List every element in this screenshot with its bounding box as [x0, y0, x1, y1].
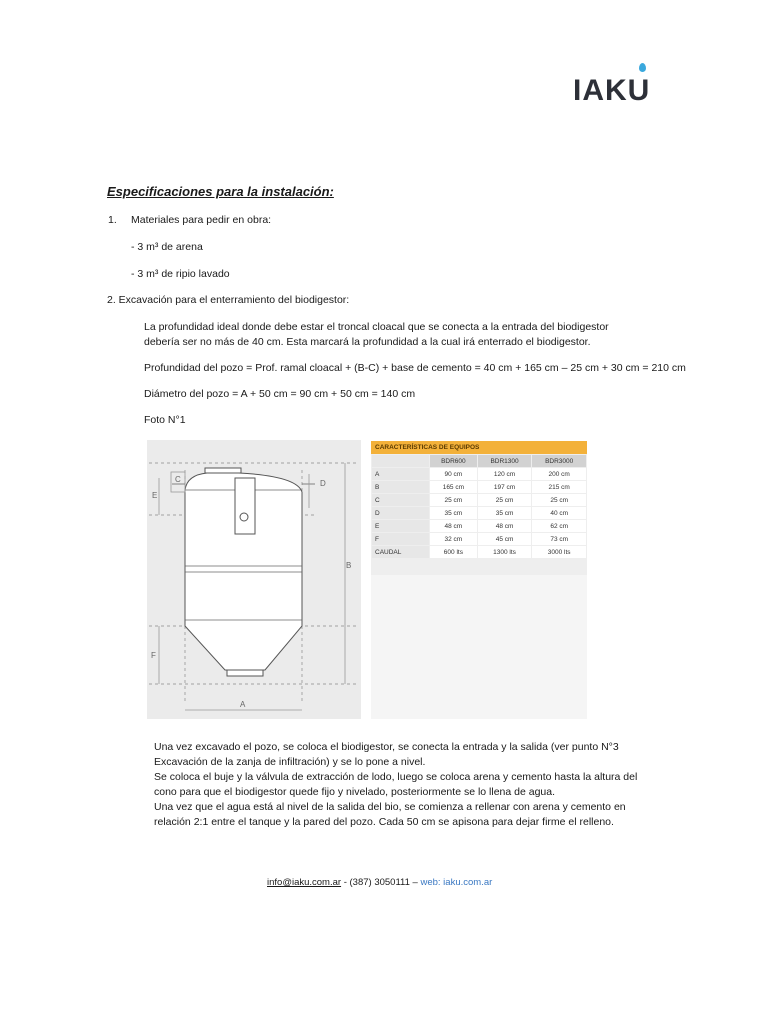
- spec-cell: 25 cm: [430, 494, 477, 506]
- diameter-formula: Diámetro del pozo = A + 50 cm = 90 cm + 50 cm = 140 cm: [144, 388, 416, 400]
- spec-column-header: BDR3000: [532, 455, 586, 467]
- spec-cell: 3000 lts: [532, 546, 586, 558]
- spec-row-label: F: [372, 533, 429, 545]
- spec-row-label: B: [372, 481, 429, 493]
- footer-web-link[interactable]: web: iaku.com.ar: [420, 877, 493, 888]
- closing-line-3: Se coloca el buje y la válvula de extracción de lodo, luego se coloca arena y cemento hasta la altura del: [154, 771, 638, 783]
- spec-cell: 48 cm: [430, 520, 477, 532]
- spec-cell: 32 cm: [430, 533, 477, 545]
- spec-cell: 165 cm: [430, 481, 477, 493]
- material-item-gravel: - 3 m³ de ripio lavado: [131, 268, 230, 280]
- footer-phone: - (387) 3050111 –: [341, 877, 421, 888]
- spec-table-header-row: [372, 455, 586, 467]
- section2-title: 2. Excavación para el enterramiento del biodigestor:: [107, 294, 350, 306]
- spec-table-grid: [371, 454, 587, 559]
- spec-header-corner: [372, 455, 429, 467]
- spec-cell: 197 cm: [478, 481, 532, 493]
- spec-row-label: D: [372, 507, 429, 519]
- photo-label: Foto N°1: [144, 414, 186, 426]
- biodigestor-drawing: [147, 440, 361, 719]
- spec-cell: 200 cm: [532, 468, 586, 480]
- spec-table-row: [372, 533, 586, 545]
- water-drop-icon: [639, 63, 646, 72]
- footer-contact: [267, 877, 492, 888]
- closing-line-5: Una vez que el agua está al nivel de la salida del bio, se comienza a rellenar con arena y cemento en: [154, 801, 626, 813]
- spec-cell: 45 cm: [478, 533, 532, 545]
- spec-cell: 90 cm: [430, 468, 477, 480]
- depth-paragraph: [144, 320, 609, 350]
- closing-line-6: relación 2:1 entre el tanque y la pared del pozo. Cada 50 cm se apisona para dejar firme el relleno.: [154, 816, 614, 828]
- biodigestor-drawing-svg: [147, 440, 361, 719]
- spec-column-header: BDR1300: [478, 455, 532, 467]
- spec-table-row: [372, 546, 586, 558]
- brand-logo-text: IAKU: [573, 74, 651, 107]
- spec-cell: 25 cm: [532, 494, 586, 506]
- brand-logo: [573, 74, 650, 108]
- spec-cell: 73 cm: [532, 533, 586, 545]
- inlet-valve-icon: [240, 513, 248, 521]
- spec-cell: 62 cm: [532, 520, 586, 532]
- spec-cell: 35 cm: [430, 507, 477, 519]
- dim-label-e: E: [152, 491, 158, 500]
- spec-row-label: A: [372, 468, 429, 480]
- dim-label-a: A: [240, 700, 246, 709]
- spec-table-row: [372, 468, 586, 480]
- material-item-sand: - 3 m³ de arena: [131, 241, 203, 253]
- spec-cell: 1300 lts: [478, 546, 532, 558]
- spec-table-row: [372, 481, 586, 493]
- spec-row-label: CAUDAL: [372, 546, 429, 558]
- spec-table-background: [371, 575, 587, 719]
- closing-line-2: Excavación de la zanja de infiltración) y se lo pone a nivel.: [154, 756, 426, 768]
- tank-inlet-pipe: [235, 478, 255, 534]
- dim-label-d: D: [320, 479, 326, 488]
- dim-label-b: B: [346, 561, 352, 570]
- spec-table: [371, 441, 587, 575]
- dim-label-f: F: [151, 651, 156, 660]
- depth-paragraph-line2: debería ser no más de 40 cm. Esta marcará la profundidad a la cual irá enterrado el biodigestor.: [144, 336, 591, 348]
- spec-cell: 40 cm: [532, 507, 586, 519]
- spec-cell: 48 cm: [478, 520, 532, 532]
- section1-title: Materiales para pedir en obra:: [131, 214, 272, 226]
- tank-outlet: [227, 670, 263, 676]
- spec-column-header: BDR600: [430, 455, 477, 467]
- spec-cell: 120 cm: [478, 468, 532, 480]
- page-heading: Especificaciones para la instalación:: [107, 184, 334, 199]
- spec-row-label: C: [372, 494, 429, 506]
- spec-table-row: [372, 520, 586, 532]
- spec-row-label: E: [372, 520, 429, 532]
- closing-line-4: cono para que el biodigestor quede fijo y nivelado, posteriormente se lo llena de agua.: [154, 786, 556, 798]
- dim-label-c: C: [175, 475, 181, 484]
- depth-formula: Profundidad del pozo = Prof. ramal cloacal + (B-C) + base de cemento = 40 cm + 165 cm – 25 cm + 30 cm = 210 cm: [144, 362, 686, 374]
- spec-cell: 600 lts: [430, 546, 477, 558]
- spec-cell: 35 cm: [478, 507, 532, 519]
- spec-table-row: [372, 507, 586, 519]
- spec-table-title: CARACTERÍSTICAS DE EQUIPOS: [371, 441, 587, 454]
- spec-cell: 215 cm: [532, 481, 586, 493]
- spec-cell: 25 cm: [478, 494, 532, 506]
- depth-paragraph-line1: La profundidad ideal donde debe estar el troncal cloacal que se conecta a la entrada del biodigestor: [144, 321, 609, 333]
- closing-line-1: Una vez excavado el pozo, se coloca el biodigestor, se conecta la entrada y la salida (ver punto N°3: [154, 741, 619, 753]
- spec-table-row: [372, 494, 586, 506]
- tank-lid: [205, 468, 241, 473]
- closing-paragraph: [154, 740, 637, 830]
- footer-email-link[interactable]: info@iaku.com.ar: [267, 877, 342, 888]
- section1-number: 1.: [108, 214, 117, 226]
